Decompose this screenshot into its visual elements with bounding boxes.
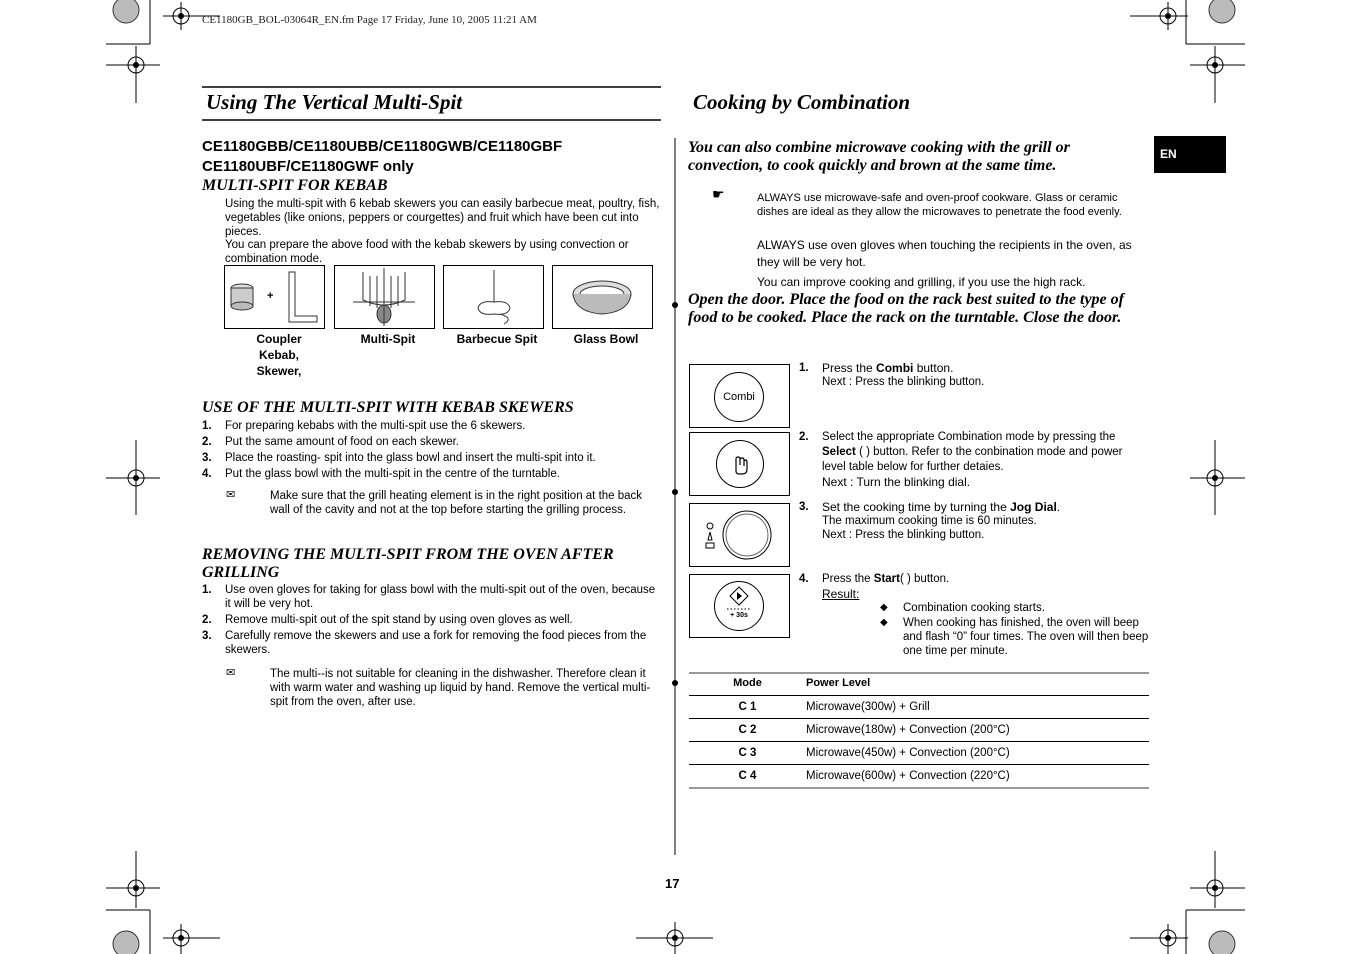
caption-coupler: Coupler Kebab, Skewer, — [256, 332, 302, 378]
combi-step-3: 3. Set the cooking time by turning the Jog Dial. The maximum cooking time is 60 minutes. Next : Press the blinking button. — [799, 500, 1061, 541]
file-info-header: CE1180GB_BOL-03064R_EN.fm Page 17 Friday, June 10, 2005 11:21 AM — [202, 14, 537, 26]
pointing-hand-icon: ☛ — [712, 186, 725, 202]
table-header-mode: Mode — [689, 674, 806, 696]
list-item: 3. Place the roasting- spit into the glass bowl and insert the multi-spit into it. — [202, 452, 596, 464]
caption-barbecue-spit: Barbecue Spit — [456, 332, 538, 346]
bullet-dot — [672, 302, 678, 308]
table-row: C 1 Microwave(300w) + Grill — [689, 696, 1149, 719]
table-header-power-level: Power Level — [806, 674, 1149, 696]
combi-button-image — [689, 364, 790, 428]
right-page-title: Cooking by Combination — [693, 90, 911, 114]
start-plus-30s: + 30s — [730, 612, 748, 619]
note-icon: ✉ — [226, 667, 236, 679]
list-item: ◆ Combination cooking starts. — [880, 602, 1045, 614]
kebab-paragraph-2: You can prepare the above food with the kebab skewers by using convection or combination mode. — [225, 239, 629, 265]
combi-step-1: 1. Press the Combi button. Next : Press the blinking button. — [799, 361, 985, 388]
removing-heading: REMOVING THE MULTI-SPIT FROM THE OVEN AFTER GRILLING — [202, 546, 614, 581]
list-item: 1. Use oven gloves for taking for glass bowl with the multi-spit out of the oven, because it will be very hot. — [202, 584, 656, 610]
list-item: ◆ When cooking has finished, the oven will beep and flash “0” four times. The oven will then beep one time per minute. — [880, 617, 1149, 657]
model-list-line-1: CE1180GBB/CE1180UBB/CE1180GWB/CE1180GBF — [202, 138, 563, 155]
table-row: C 4 Microwave(600w) + Convection (220°C) — [689, 765, 1149, 789]
start-button[interactable] — [714, 581, 764, 631]
table-header-row — [689, 674, 1149, 696]
remove-note: The multi--is not suitable for cleaning in the dishwasher. Therefore clean it with warm water and washing up liquid by hand. Remove the vertical multi-spit from the oven, after use. — [270, 668, 651, 708]
select-button-image — [689, 432, 790, 496]
language-tab: EN — [1154, 136, 1226, 173]
model-list-line-2: CE1180UBF/CE1180GWF only — [202, 158, 414, 175]
note-high-rack: You can improve cooking and grilling, if you use the high rack. — [757, 275, 1086, 289]
result-bullets — [880, 601, 1150, 658]
note-icon: ✉ — [226, 489, 236, 501]
combination-intro: You can also combine microwave cooking with the grill or convection, to cook quickly and brown at the same time. — [688, 139, 1070, 174]
list-item: 2. Put the same amount of food on each skewer. — [202, 436, 459, 448]
select-button[interactable] — [716, 440, 764, 488]
jog-dial[interactable] — [690, 504, 789, 566]
table-row: C 3 Microwave(450w) + Convection (200°C) — [689, 742, 1149, 765]
kebab-paragraph-1: Using the multi-spit with 6 kebab skewers you can easily barbecue meat, poultry, fish, vegetables (like onions, peppers or courgettes) and fruit which have been cut into pieces. — [225, 198, 660, 238]
use-multi-spit-heading: USE OF THE MULTI-SPIT WITH KEBAB SKEWERS — [202, 399, 574, 416]
caption-glass-bowl: Glass Bowl — [573, 332, 639, 346]
mode-power-table — [689, 672, 1149, 789]
table-row: C 2 Microwave(180w) + Convection (200°C) — [689, 719, 1149, 742]
door-instruction: Open the door. Place the food on the rack best suited to the type of food to be cooked. Place the rack on the turntable. Close the door. — [688, 291, 1124, 326]
caption-multi-spit: Multi-Spit — [360, 332, 416, 346]
bullet-dot — [672, 680, 678, 686]
combi-step-4: 4. Press the Start( ) button. Result: — [799, 573, 950, 601]
note-cookware: ALWAYS use microwave-safe and oven-proof cookware. Glass or ceramic dishes are ideal as they allow the microwaves to penetrate the food evenly. — [757, 192, 1122, 218]
list-item: 4. Put the glass bowl with the multi-spit in the centre of the turntable. — [202, 468, 560, 480]
glass-bowl-image — [552, 265, 653, 329]
plus-sign: + — [267, 290, 274, 302]
barbecue-spit-image — [443, 265, 544, 329]
list-item: 2. Remove multi-spit out of the spit stand by using oven gloves as well. — [202, 614, 573, 626]
hand-icon — [717, 441, 763, 487]
page-number: 17 — [665, 876, 680, 891]
start-diamond-icon — [715, 582, 763, 612]
kebab-heading: MULTI-SPIT FOR KEBAB — [202, 177, 388, 194]
combi-button[interactable]: Combi — [714, 372, 764, 422]
bullet-dot — [672, 489, 678, 495]
list-item: 1. For preparing kebabs with the multi-spit use the 6 skewers. — [202, 420, 526, 432]
coupler-kebab-image — [224, 265, 325, 329]
jog-dial-image — [689, 503, 790, 567]
note-gloves: ALWAYS use oven gloves when touching the recipients in the oven, as they will be very hot. — [757, 238, 1132, 269]
list-item: 3. Carefully remove the skewers and use a fork for removing the food pieces from the skewers. — [202, 630, 647, 656]
start-button-image — [689, 574, 790, 638]
use-note: Make sure that the grill heating element is in the right position at the back wall of the cavity and not at the top before starting the grilling process. — [270, 490, 643, 516]
combi-step-2: 2. Select the appropriate Combination mode by pressing the Select ( ) button. Refer to the conbination mode and power level table below for further detaies. Next : Turn the blinking dial. — [799, 431, 1123, 489]
multi-spit-image — [334, 265, 435, 329]
left-page-title: Using The Vertical Multi-Spit — [206, 90, 463, 114]
use-steps-list — [202, 419, 662, 483]
remove-steps-list — [202, 583, 662, 659]
